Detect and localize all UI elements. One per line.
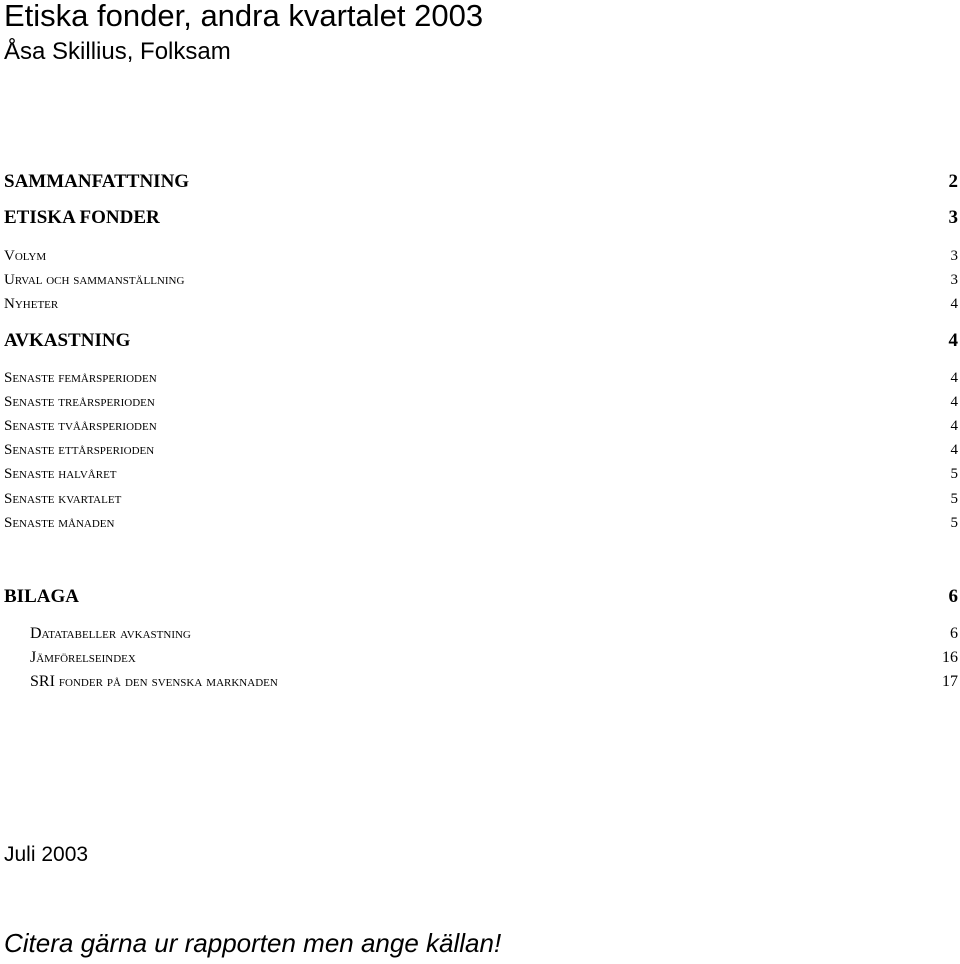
toc-entry-page: 5 xyxy=(950,466,958,482)
toc-entry-label: Senaste femårsperioden xyxy=(4,370,157,386)
toc-entry-page: 4 xyxy=(950,442,958,458)
toc-entry-page: 3 xyxy=(950,272,958,288)
toc-subentry-5yr[interactable] xyxy=(4,368,958,388)
toc-entry-page: 5 xyxy=(950,515,958,531)
toc-entry-label: AVKASTNING xyxy=(4,330,131,351)
toc-entry-appendix[interactable] xyxy=(4,585,958,609)
toc-entry-page: 4 xyxy=(950,418,958,434)
toc-entry-page: 6 xyxy=(950,625,958,642)
toc-entry-returns[interactable] xyxy=(4,329,958,353)
document-title: Etiska fonder, andra kvartalet 2003 xyxy=(4,0,484,33)
toc-subentry-sri[interactable] xyxy=(30,672,958,692)
toc-entry-label: SAMMANFATTNING xyxy=(4,171,190,192)
toc-entry-label: Senaste tvåårsperioden xyxy=(4,418,157,434)
toc-entry-label: Senaste kvartalet xyxy=(4,491,122,507)
citation-note: Citera gärna ur rapporten men ange källan! xyxy=(4,928,502,958)
toc-entry-page: 4 xyxy=(950,394,958,410)
toc-entry-label: BILAGA xyxy=(4,586,79,607)
toc-entry-label: Datatabeller avkastning xyxy=(30,625,191,642)
toc-subentry-halfyear[interactable] xyxy=(4,464,958,484)
toc-entry-label: Senaste halvåret xyxy=(4,466,117,482)
toc-subentry-datatables[interactable] xyxy=(30,624,958,644)
toc-subentry-2yr[interactable] xyxy=(4,416,958,436)
toc-subentry-3yr[interactable] xyxy=(4,392,958,412)
document-date: Juli 2003 xyxy=(4,843,89,866)
toc-entry-page: 3 xyxy=(950,248,958,264)
toc-entry-label: Urval och sammanställning xyxy=(4,272,185,288)
toc-entry-page: 16 xyxy=(942,649,958,666)
toc-entry-page: 5 xyxy=(950,491,958,507)
toc-subentry-urval[interactable] xyxy=(4,270,958,290)
toc-entry-page: 6 xyxy=(948,586,958,607)
toc-entry-page: 2 xyxy=(948,171,958,192)
toc-entry-label: Senaste ettårsperioden xyxy=(4,442,155,458)
toc-subentry-index[interactable] xyxy=(30,648,958,668)
toc-subentry-quarter[interactable] xyxy=(4,489,958,509)
toc-entry-label: ETISKA FONDER xyxy=(4,207,160,228)
toc-entry-page: 4 xyxy=(948,330,958,351)
toc-entry-label: Jämförelseindex xyxy=(30,649,136,666)
toc-entry-label: Senaste treårsperioden xyxy=(4,394,155,410)
toc-entry-page: 4 xyxy=(950,296,958,312)
toc-entry-page: 3 xyxy=(948,207,958,228)
toc-subentry-1yr[interactable] xyxy=(4,440,958,460)
toc-entry-page: 17 xyxy=(942,673,958,690)
document-author: Åsa Skillius, Folksam xyxy=(4,38,231,65)
toc-entry-label: Volym xyxy=(4,248,47,264)
toc-subentry-nyheter[interactable] xyxy=(4,294,958,314)
toc-entry-label: Senaste månaden xyxy=(4,515,115,531)
toc-subentry-month[interactable] xyxy=(4,513,958,533)
toc-entry-page: 4 xyxy=(950,370,958,386)
toc-subentry-volym[interactable] xyxy=(4,246,958,266)
toc-entry-summary[interactable] xyxy=(4,170,958,194)
toc-entry-label: Nyheter xyxy=(4,296,59,312)
toc-entry-ethical-funds[interactable] xyxy=(4,206,958,230)
toc-entry-label: SRI fonder på den svenska marknaden xyxy=(30,673,278,690)
